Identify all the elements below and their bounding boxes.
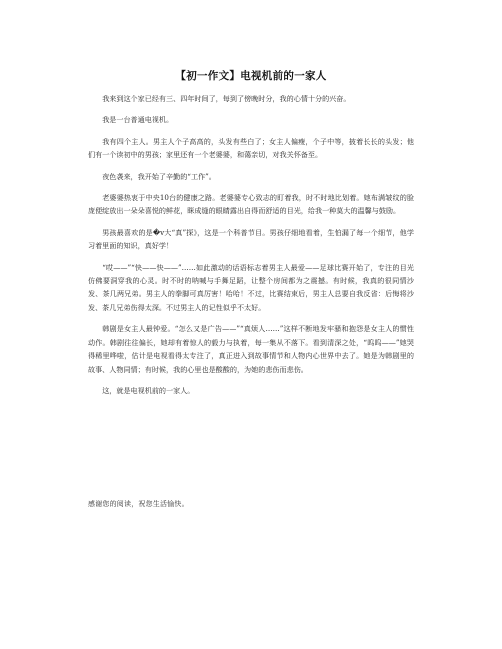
paragraph-8: 韩剧是女主人最钟爱。“怎么又是广告——”“真烦人……”这样不断地发牢骚和抱怨是女主人的惯性动作。韩剧往往偏长，她却有着惊人的毅力与执着，每一集从不落下。看到清深之处，“呜呜——”她哭得稀里哗啦，估计是电视看得太专注了，真正进入到故事情节和人物内心世界中去了。她是为韩剧里的故事、人物同情；有时候，我的心里也是酸酸的，为她的悲伤而悲伤。 — [88, 324, 414, 374]
paragraph-6: 男孩最喜欢的是�v大“真”探》，这是一个科普节目。男孩仔细地看着，生怕漏了每一个细节，他学习着里面的知识，真好学！ — [88, 227, 414, 251]
footer-thanks: 感谢您的阅读，祝您生活愉快。 — [88, 500, 189, 508]
paragraph-4: 夜色袭来，我开始了辛勤的“工作”。 — [102, 171, 216, 181]
paragraph-2: 我是一台普通电视机。 — [102, 115, 174, 125]
paragraph-7: “哎——”“快——快——”……如此激动的话语标志着男主人最爱——足球比赛开始了，专注的目光仿佛要洞穿我的心灵。时不时的呐喊与手舞足蹈，让整个房间都为之震撼。有时候，我真的很同情沙发、茶几两兄弟。男主人的拳脚可真厉害！哈哈！不过，比赛结束后，男主人总要自我反省：后悔将沙发、茶几兄弟伤得太深。不过男主人的记性似乎不太好。 — [88, 262, 414, 312]
paragraph-3: 我有四个主人。男主人个子高高的，头发有些白了；女主人偏瘦，个子中等，披着长长的头发；他们有一个读初中的男孩；家里还有一个老婆婆，和蔼亲切，对我关怀备至。 — [88, 136, 414, 160]
document-title: 【初一作文】电视机前的一家人 — [175, 70, 327, 82]
paragraph-1: 我来到这个家已经有三、四年时间了，每到了傍晚时分，我的心情十分的兴奋。 — [102, 94, 351, 103]
document-body — [88, 92, 414, 405]
paragraph-9: 这，就是电视机前的一家人。 — [102, 385, 195, 395]
paragraph-5: 老婆婆热衷于中央10台的健康之路。老婆婆专心致志的盯着我，时不时地比划着。她布满皱纹的脸庞便绽放出一朵朵喜悦的鲜花，眯成缝的眼睛露出自得而舒适的目光，给我一种莫大的温馨与鼓励。 — [88, 193, 414, 216]
